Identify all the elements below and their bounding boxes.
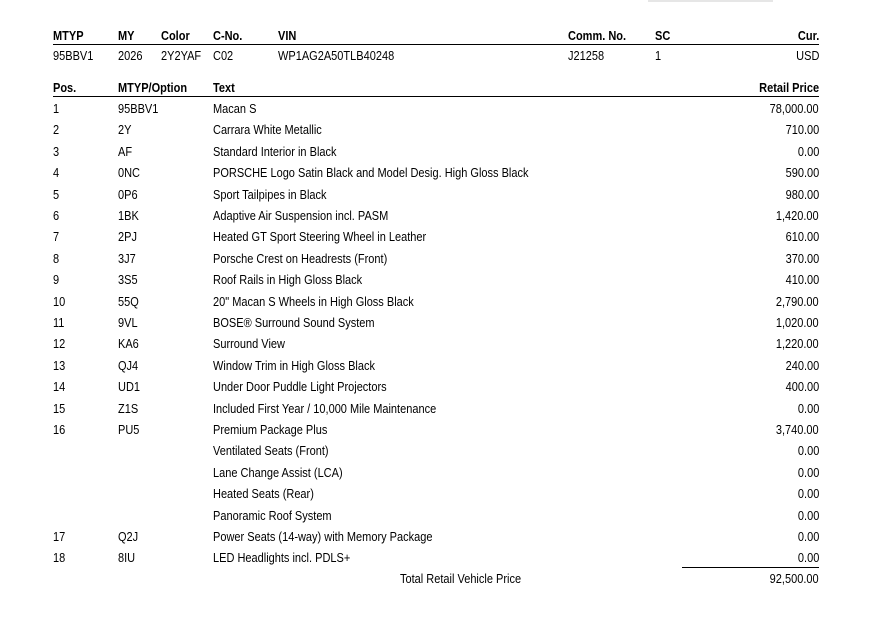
row-option: 3J7 bbox=[118, 251, 136, 266]
top-edge-strip bbox=[648, 0, 773, 2]
row-option: 0NC bbox=[118, 166, 141, 181]
row-price: 78,000.00 bbox=[770, 102, 819, 116]
row-text: BOSE® Surround Sound System bbox=[213, 316, 375, 330]
row-price: 0.00 bbox=[797, 508, 819, 523]
header-value-sc: 1 bbox=[655, 49, 662, 63]
row-pos: 14 bbox=[53, 380, 66, 395]
row-text: LED Headlights incl. PDLS+ bbox=[213, 551, 351, 566]
table-row bbox=[0, 336, 880, 354]
header-label-color: Color bbox=[161, 29, 190, 43]
table-row bbox=[0, 165, 880, 183]
row-pos: 13 bbox=[53, 358, 66, 373]
row-price: 0.00 bbox=[797, 144, 819, 159]
row-text: Under Door Puddle Light Projectors bbox=[213, 380, 387, 395]
row-option: QJ4 bbox=[118, 358, 139, 373]
header-label-mtyp: MTYP bbox=[53, 29, 84, 43]
header-value-cur: USD bbox=[795, 49, 819, 63]
row-pos: 10 bbox=[53, 294, 66, 309]
header-label-my: MY bbox=[118, 29, 135, 43]
header-value-comm-no: J21258 bbox=[568, 49, 605, 63]
header-value-mtyp: 95BBV1 bbox=[53, 49, 94, 63]
column-header-text: Text bbox=[213, 81, 235, 95]
header-label-cur: Cur. bbox=[797, 29, 819, 43]
row-price: 0.00 bbox=[797, 530, 819, 544]
row-pos: 12 bbox=[53, 337, 66, 352]
header-label-vin: VIN bbox=[278, 29, 297, 43]
row-text: Porsche Crest on Headrests (Front) bbox=[213, 251, 388, 266]
table-row bbox=[0, 401, 880, 419]
row-price: 1,220.00 bbox=[776, 337, 819, 352]
row-pos: 7 bbox=[53, 230, 60, 245]
table-row bbox=[0, 122, 880, 140]
table-row bbox=[0, 229, 880, 247]
row-option: UD1 bbox=[118, 380, 141, 395]
row-text: Adaptive Air Suspension incl. PASM bbox=[213, 209, 389, 223]
row-price: 410.00 bbox=[785, 273, 819, 288]
row-option: 2Y bbox=[118, 123, 132, 138]
table-row bbox=[0, 358, 880, 376]
row-price: 370.00 bbox=[785, 251, 819, 266]
row-text: Power Seats (14-way) with Memory Package bbox=[213, 530, 433, 544]
row-text: Heated Seats (Rear) bbox=[213, 487, 314, 502]
row-price: 3,740.00 bbox=[776, 423, 819, 437]
row-price: 0.00 bbox=[797, 401, 819, 416]
header-value-color: 2Y2YAF bbox=[161, 49, 202, 63]
row-price: 400.00 bbox=[785, 380, 819, 395]
row-text: Window Trim in High Gloss Black bbox=[213, 358, 375, 373]
row-pos: 9 bbox=[53, 273, 60, 288]
row-text: Macan S bbox=[213, 102, 257, 116]
row-price: 610.00 bbox=[785, 230, 819, 245]
row-price: 1,020.00 bbox=[776, 316, 819, 330]
table-row bbox=[0, 294, 880, 312]
table-row bbox=[0, 251, 880, 269]
row-pos: 3 bbox=[53, 144, 60, 159]
row-text: PORSCHE Logo Satin Black and Model Desig. High Gloss Black bbox=[213, 166, 529, 181]
table-row bbox=[0, 529, 880, 547]
row-pos: 16 bbox=[53, 423, 66, 437]
row-option: 1BK bbox=[118, 209, 139, 223]
row-pos: 11 bbox=[53, 316, 65, 330]
header-label-cno: C-No. bbox=[213, 29, 243, 43]
row-price: 0.00 bbox=[797, 551, 819, 566]
table-row bbox=[0, 550, 880, 568]
table-row bbox=[0, 315, 880, 333]
row-option: PU5 bbox=[118, 423, 140, 437]
table-row bbox=[0, 508, 880, 526]
row-price: 980.00 bbox=[785, 187, 819, 202]
row-pos: 2 bbox=[53, 123, 60, 138]
row-text: Roof Rails in High Gloss Black bbox=[213, 273, 363, 288]
table-row bbox=[0, 272, 880, 290]
table-row bbox=[0, 101, 880, 119]
row-text: Included First Year / 10,000 Mile Maintenance bbox=[213, 401, 437, 416]
row-price: 710.00 bbox=[785, 123, 819, 138]
row-text: Lane Change Assist (LCA) bbox=[213, 465, 343, 480]
table-header-underline bbox=[53, 96, 819, 97]
row-option: 55Q bbox=[118, 294, 139, 309]
header-value-cno: C02 bbox=[213, 49, 234, 63]
column-header-option: MTYP/Option bbox=[118, 81, 188, 95]
row-option: AF bbox=[118, 144, 133, 159]
row-text: Surround View bbox=[213, 337, 285, 352]
table-row bbox=[0, 465, 880, 483]
row-price: 240.00 bbox=[785, 358, 819, 373]
row-option: Z1S bbox=[118, 401, 139, 416]
row-pos: 5 bbox=[53, 187, 60, 202]
row-option: Q2J bbox=[118, 530, 139, 544]
column-header-price: Retail Price bbox=[759, 81, 819, 95]
row-price: 0.00 bbox=[797, 444, 819, 459]
row-text: Ventilated Seats (Front) bbox=[213, 444, 329, 459]
table-row bbox=[0, 187, 880, 205]
row-pos: 8 bbox=[53, 251, 60, 266]
table-row bbox=[0, 443, 880, 461]
row-text: Carrara White Metallic bbox=[213, 123, 322, 138]
row-pos: 4 bbox=[53, 166, 60, 181]
row-option: 95BBV1 bbox=[118, 102, 159, 116]
row-option: KA6 bbox=[118, 337, 139, 352]
row-text: Premium Package Plus bbox=[213, 423, 328, 437]
table-row bbox=[0, 208, 880, 226]
row-price: 1,420.00 bbox=[776, 209, 819, 223]
row-option: 2PJ bbox=[118, 230, 137, 245]
row-option: 9VL bbox=[118, 316, 138, 330]
column-header-pos: Pos. bbox=[53, 81, 77, 95]
header-label-sc: SC bbox=[655, 29, 671, 43]
total-label: Total Retail Vehicle Price bbox=[400, 572, 522, 586]
row-text: Panoramic Roof System bbox=[213, 508, 332, 523]
row-option: 3S5 bbox=[118, 273, 138, 288]
total-value: 92,500.00 bbox=[770, 572, 819, 586]
row-price: 0.00 bbox=[797, 465, 819, 480]
row-pos: 6 bbox=[53, 209, 60, 223]
header-underline bbox=[53, 44, 819, 45]
header-value-vin: WP1AG2A50TLB40248 bbox=[278, 49, 395, 63]
table-row bbox=[0, 422, 880, 440]
header-label-comm-no: Comm. No. bbox=[568, 29, 627, 43]
row-text: Heated GT Sport Steering Wheel in Leather bbox=[213, 230, 427, 245]
table-row bbox=[0, 486, 880, 504]
row-option: 0P6 bbox=[118, 187, 138, 202]
row-pos: 17 bbox=[53, 530, 66, 544]
total-rule bbox=[682, 567, 819, 568]
row-option: 8IU bbox=[118, 551, 136, 566]
row-text: 20" Macan S Wheels in High Gloss Black bbox=[213, 294, 414, 309]
row-text: Standard Interior in Black bbox=[213, 144, 337, 159]
row-price: 2,790.00 bbox=[776, 294, 819, 309]
row-pos: 18 bbox=[53, 551, 66, 566]
table-row bbox=[0, 379, 880, 397]
row-price: 0.00 bbox=[797, 487, 819, 502]
row-pos: 15 bbox=[53, 401, 66, 416]
table-row bbox=[0, 144, 880, 162]
header-value-my: 2026 bbox=[118, 49, 143, 63]
row-pos: 1 bbox=[53, 102, 60, 116]
row-text: Sport Tailpipes in Black bbox=[213, 187, 327, 202]
row-price: 590.00 bbox=[785, 166, 819, 181]
